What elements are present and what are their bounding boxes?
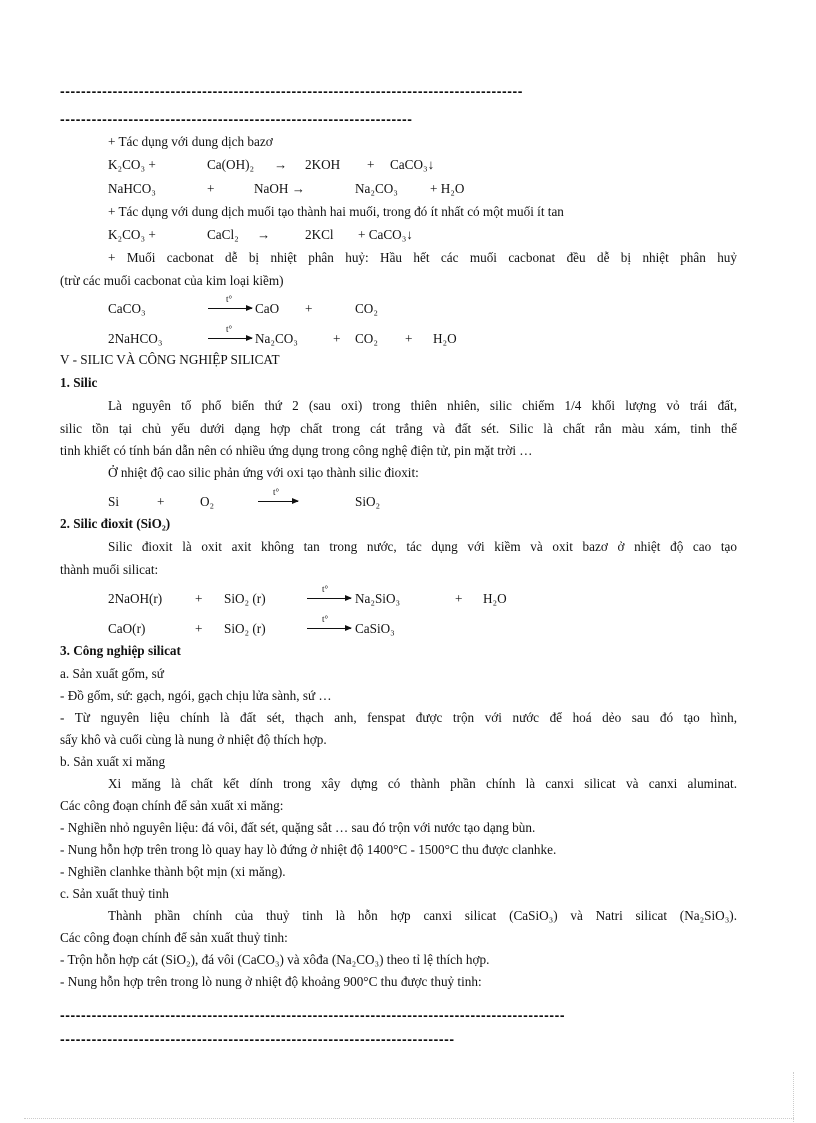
- heat-label: t°: [273, 487, 280, 497]
- heat-label: t°: [226, 294, 233, 304]
- line-xi-mang-5: - Nghiền clanhke thành bột mịn (xi măng).: [60, 864, 286, 879]
- eq-term: +: [195, 621, 203, 636]
- eq-term: +: [405, 331, 413, 346]
- eq-term: 2NaHCO₃: [108, 331, 163, 346]
- line-xi-mang-2: Các công đoạn chính để sản xuất xi măng:: [60, 798, 284, 813]
- sub-heading-thuy-tinh: c. Sản xuất thuỷ tinh: [60, 886, 169, 901]
- top-dash-line-2: -------------------------------------------------------------------: [60, 112, 413, 126]
- eq-term: Na₂SiO₃: [355, 591, 401, 606]
- page-right-border: [793, 1072, 794, 1122]
- eq-term: H₂O: [433, 331, 457, 346]
- eq-term: +: [157, 494, 165, 509]
- eq-term: CO₂: [355, 301, 378, 316]
- eq-term: K₂CO₃ +: [108, 227, 156, 242]
- sub-heading-gom-su: a. Sản xuất gốm, sứ: [60, 666, 164, 681]
- reaction-arrow: [208, 308, 252, 309]
- line-decompose-note: (trừ các muối cacbonat của kim loại kiềm): [60, 273, 284, 288]
- eq-term: +: [367, 157, 375, 172]
- line-xi-mang-4: - Nung hỗn hợp trên trong lò quay hay lò đứng ở nhiệt độ 1400°C - 1500°C thu được clanhke.: [60, 842, 557, 857]
- eq-term: +: [195, 591, 203, 606]
- eq-term: 2NaOH(r): [108, 591, 163, 606]
- eq-term: Si: [108, 494, 119, 509]
- eq-term: O₂: [200, 494, 215, 509]
- para-silic-3: tinh khiết có tính bán dẫn nên có nhiều ứng dụng trong công nghệ điện tử, pin mặt trời …: [60, 443, 533, 458]
- eq-term: +: [305, 301, 313, 316]
- eq-term: CaCl₂: [207, 227, 239, 242]
- para-silic-2: silic tồn tại chủ yếu dưới dạng hợp chất trong cát trắng và đất sét. Silic là chất rắn màu xám, tinh thể: [60, 421, 737, 436]
- reaction-arrow: [258, 501, 298, 502]
- top-dash-line-1: ----------------------------------------------------------------------------------------: [60, 84, 524, 98]
- line-thuy-tinh-4: - Nung hỗn hợp trên trong lò nung ở nhiệt độ khoảng 900°C thu được thuỷ tinh:: [60, 974, 482, 989]
- para-silic-oxi: Ở nhiệt độ cao silic phản ứng với oxi tạo thành silic đioxit:: [108, 465, 419, 480]
- eq-term: NaHCO₃: [108, 181, 156, 196]
- heading-cong-nghiep: 3. Công nghiệp silicat: [60, 643, 181, 658]
- eq-term: Ca(OH)₂: [207, 157, 255, 172]
- line-xi-mang-1: Xi măng là chất kết dính trong xây dựng có thành phần chính là canxi silicat và canxi aluminat.: [108, 776, 737, 791]
- eq-term: +: [333, 331, 341, 346]
- line-gom-su-3: sấy khô và cuối cùng là nung ở nhiệt độ thích hợp.: [60, 732, 327, 747]
- eq-term: Na₂CO₃: [355, 181, 398, 196]
- eq-term: +: [207, 181, 215, 196]
- eq-arrow: →: [257, 227, 271, 242]
- eq-term: CaO(r): [108, 621, 146, 636]
- eq-term: SiO₂ (r): [224, 591, 266, 606]
- heat-label: t°: [322, 584, 329, 594]
- page-bottom-border: [24, 1118, 794, 1119]
- reaction-arrow: [307, 598, 351, 599]
- reaction-arrow: [307, 628, 351, 629]
- eq-term: K₂CO₃ +: [108, 157, 156, 172]
- eq-term: CaO: [255, 301, 280, 316]
- heading-silic: 1. Silic: [60, 375, 98, 390]
- heat-label: t°: [322, 614, 329, 624]
- bottom-dash-line-1: ------------------------------------------------------------------------------------------------: [60, 1008, 566, 1022]
- line-thuy-tinh-3: - Trộn hỗn hợp cát (SiO₂), đá vôi (CaCO₃) và xôđa (Na₂CO₃) theo tỉ lệ thích hợp.: [60, 952, 490, 967]
- eq-term: + H₂O: [430, 181, 465, 196]
- eq-term: CaCO₃↓: [390, 157, 435, 172]
- eq-term: SiO₂: [355, 494, 381, 509]
- eq-term: Na₂CO₃: [255, 331, 298, 346]
- eq-term: CaSiO₃: [355, 621, 395, 636]
- eq-term: SiO₂ (r): [224, 621, 266, 636]
- eq-term: +: [455, 591, 463, 606]
- line-salt-heading: + Tác dụng với dung dịch muối tạo thành hai muối, trong đó ít nhất có một muối ít tan: [108, 204, 564, 219]
- eq-term: H₂O: [483, 591, 507, 606]
- eq-term: 2KOH: [305, 157, 341, 172]
- line-thuy-tinh-2: Các công đoạn chính để sản xuất thuỷ tinh:: [60, 930, 288, 945]
- section-title: V - SILIC VÀ CÔNG NGHIỆP SILICAT: [60, 352, 280, 367]
- eq-term: 2KCl: [305, 227, 334, 242]
- line-gom-su-1: - Đồ gốm, sứ: gạch, ngói, gạch chịu lửa sành, sứ …: [60, 688, 332, 703]
- para-silic-1: Là nguyên tố phổ biến thứ 2 (sau oxi) trong thiên nhiên, silic chiếm 1/4 khối lượng vỏ trái đất,: [108, 398, 737, 413]
- sub-heading-xi-mang: b. Sản xuất xi măng: [60, 754, 166, 769]
- eq-term: CaCO₃: [108, 301, 146, 316]
- line-gom-su-2: - Từ nguyên liệu chính là đất sét, thạch anh, fenspat được trộn với nước để hoá dẻo sau đó tạo hình,: [60, 710, 737, 725]
- line-xi-mang-3: - Nghiền nhỏ nguyên liệu: đá vôi, đất sét, quặng sắt … sau đó trộn với nước tạo dạng bùn.: [60, 820, 536, 835]
- eq-term: + CaCO₃↓: [358, 227, 413, 242]
- line-bazo-heading: + Tác dụng với dung dịch bazơ: [108, 134, 273, 149]
- line-thuy-tinh-1: Thành phần chính của thuỷ tinh là hỗn hợp canxi silicat (CaSiO₃) và Natri silicat (Na₂SiO₃).: [108, 908, 737, 923]
- eq-term: NaOH →: [254, 181, 305, 196]
- para-sio2-2: thành muối silicat:: [60, 562, 159, 577]
- bottom-dash-line-2: ---------------------------------------------------------------------------: [60, 1032, 455, 1046]
- reaction-arrow: [208, 338, 252, 339]
- heat-label: t°: [226, 324, 233, 334]
- eq-arrow: →: [274, 157, 288, 172]
- heading-silic-dioxit: 2. Silic đioxit (SiO₂): [60, 516, 171, 531]
- para-sio2-1: Silic đioxit là oxit axit không tan trong nước, tác dụng với kiềm và oxit bazơ ở nhiệt độ cao tạo: [108, 539, 737, 554]
- line-decompose: + Muối cacbonat dễ bị nhiệt phân huỷ: Hầu hết các muối cacbonat đều dễ bị nhiệt phân huỷ: [108, 250, 737, 265]
- eq-term: CO₂: [355, 331, 378, 346]
